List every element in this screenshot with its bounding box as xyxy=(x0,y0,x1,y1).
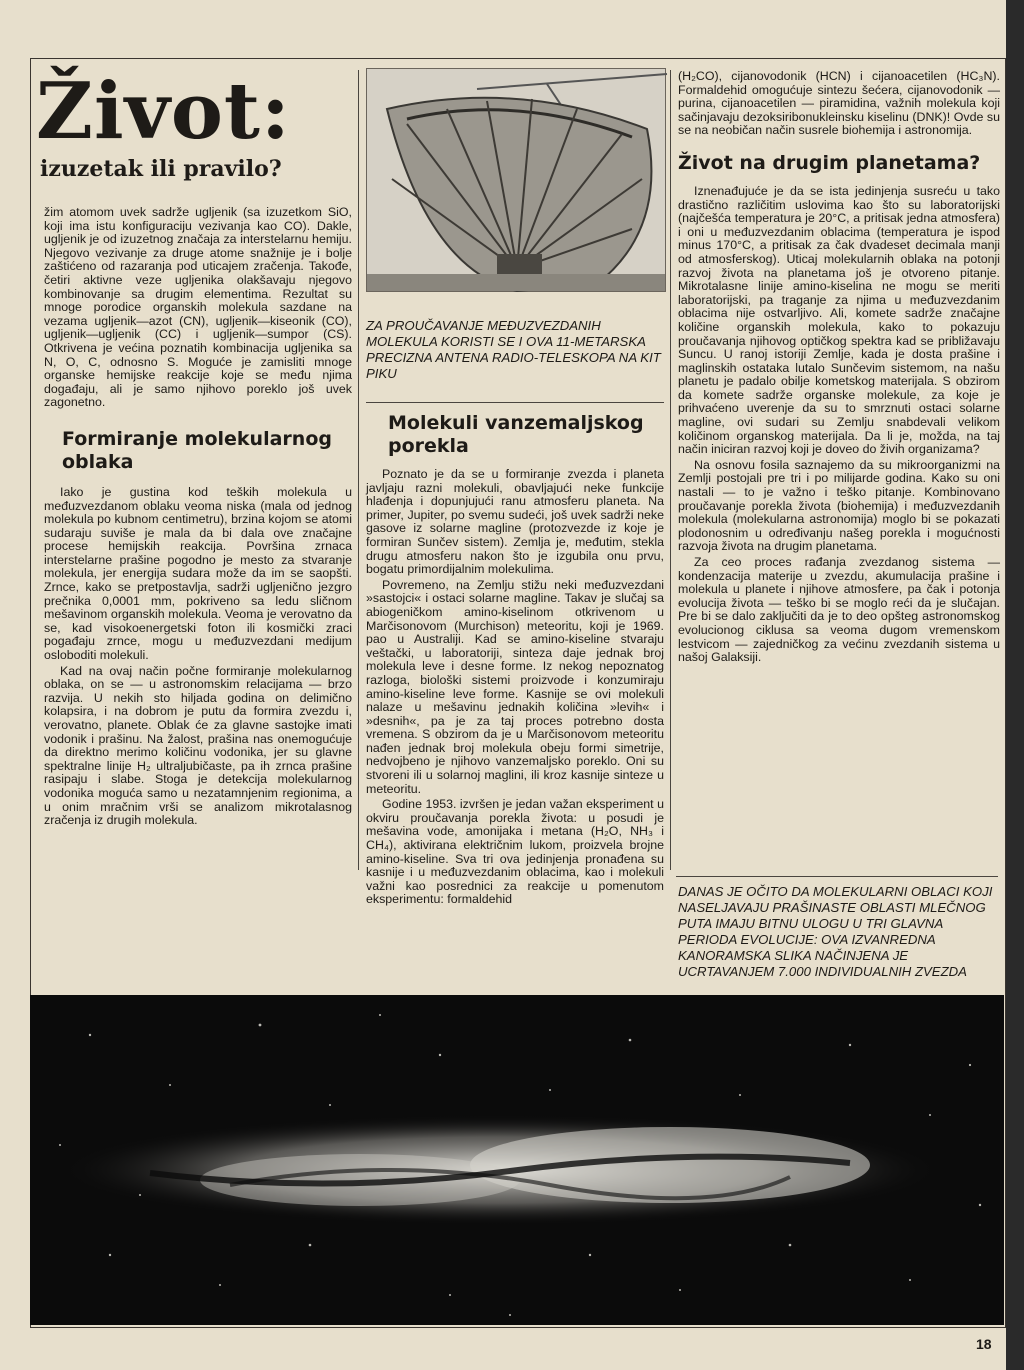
column-right xyxy=(678,70,1000,872)
body-paragraph: Iako je gustina kod teških molekula u međuzvezdanom oblaku veoma niska (mala od jednog molekula po kubnom centimetru), brzina kojom se atomi sudaraju suviše je mala da bi dala ove značajne procese hemijskih reakcija. Površina zrnaca interstelarne prašine pogodno je mesto za stvaranje molekula, jer energija sudara može da im se saopšti. Zrnce, kako se pretpostavlja, sadrži ugljenično jezgro prečnika 0,0001 mm, pokriveno sa ledu sličnom mešavinom organskih molekula. Veoma je verovatno da se, kad visokoenergetski foton ili kosmički zraci pogađaju zrnce, mogu u međuzvezdani medijum osloboditi molekuli. xyxy=(44,484,352,663)
section-heading-formiranje: Formiranje molekularnog oblaka xyxy=(62,427,332,473)
body-paragraph: (H₂CO), cijanovodonik (HCN) i cijanoacetilen (HC₃N). Formaldehid omogućuje sintezu šećera, cijanovodonik — purina, cijanoacetilen — piramidina, važnih molekula koji sačinjavaju dezoksiribonukleinsku kiselinu (DNK)! Ovde su se na neobičan način susrele biohemija i astronomija. xyxy=(678,69,1000,138)
body-paragraph: Poznato je da se u formiranje zvezda i planeta javljaju razni molekuli, obavljajući neke funkcije hlađenja i dopunjujući ranu atmosferu planeta. Na primer, Jupiter, po svemu sudeći, još uvek sadrži neke gasove iz solarne magline (protozvezde iz koje je formiran Sunčev sistem). Zemlja je, međutim, stekla drugu atmosferu nakon što je izgubila onu prvu, bogatu primordijalnim molekulima. xyxy=(366,467,664,577)
body-paragraph: Povremeno, na Zemlju stižu neki međuzvezdani »sastojci« i ostaci solarne magline. Takav je slučaj sa abiogeničkom amino-kiselinom otkrivenom u Marčisonovom (Murchison) meteoritu, koji je 1969. pao u Australiji. Kad se amino-kiseline stvaraju veštački, u laboratoriji, sinteza daje jednak broj molekula leve i desne forme. Iz nekog nepoznatog razloga, biološki sistemi proizvode i konzumiraju amino-kiseline leve forme. Kasnije se ovi molekuli nalaze u mešavinu jednakih količina »levih« i »desnih«, pa je za taj proces potrebno dosta vremena. S obzirom da je u Marčisonovom meteoritu nađen jednak broj molekula obeju formi simetrije, nedvojbeno je njihovo vanzemaljsko poreklo. Oni su stvoreni ili u solarnoj maglini, ili kroz kasnije sinteze u meteoritu. xyxy=(366,577,664,796)
photo-caption-galaxy: DANAS JE OČITO DA MOLEKULARNI OBLACI KOJI NASELJAVAJU PRAŠINASTE OBLASTI MLEČNOG PUTA IMAJU BITNU ULOGU U TRI GLAVNA PERIODA EVOLUCIJE: OVA IZVANREDNA KANORAMSKA SLIKA NAČINJENA JE UCRTAVANJEM 7.000 INDIVIDUALNIH ZVEZDA xyxy=(678,884,993,979)
section-rule-right xyxy=(676,876,998,877)
body-paragraph: Na osnovu fosila saznajemo da su mikroorganizmi na Zemlji postojali pre tri i po milijarde godina. Kako su oni nastali — to je važno i teško pitanje. Kombinovano proučavanje porekla života (biohemija) i međuzvezdanih molekula (molekularna astronomija) moglo bi se pokazati plodonosnim u određivanju našeg porekla i mogućnosti razvoja života na drugim planetama. xyxy=(678,457,1000,554)
body-paragraph: Iznenađujuće je da se ista jedinjenja susreću u tako drastično različitim uslovima kao što su laboratorijski (najčešća temperatura je 20°C, a pritisak jedna atmosfera) i oni u međuzvezdanim oblacima (temperatura je ispod minus 170°C, a pritisak za čak dvadeset decimala manji od atmosferskog). Uticaj molekularnih oblaka na potonji razvoj života na planetama još je otvoreno pitanje. Mikrotalasne linije amino-kiselina ne mogu se meriti laboratorijski, pa traganje za njima u međuzvezdanim oblacima nije ostvarljivo. Ali, komete sadrže značajne količine organskih molekula, kako to pokazuju proučavanja njihovog optičkog spektra kad se približavaju Suncu. U ranoj istoriji Zemlje, kada je dosta prašine i maglinskih ostataka lutalo Sunčevim sistemom, na našu planetu je padalo obilje kometskog materijala. S obzirom da komete sadrže organske molekule, za koje je prihvaćeno uverenje da su to smrznuti ostaci solarne magline, ovi sudari su Zemlju snabdevali velikom količinom organskog materijala. Da li je, možda, na taj način iniciran razvoj koji je doveo do živih organizama? xyxy=(678,183,1000,457)
column-divider-right xyxy=(670,70,671,870)
section-formiranje-body xyxy=(44,486,352,828)
article-subtitle: izuzetak ili pravilo? xyxy=(40,156,282,182)
photo-caption-telescope-box xyxy=(366,318,664,398)
milky-way-illustration xyxy=(30,995,1004,1325)
body-paragraph: Za ceo proces rađanja zvezdanog sistema — kondenzacija materije u zvezdu, akumulacija prašine i molekula u planete i njihove atmosfere, pa čak i potonja evolucija života — teško bi se moglo reći da je slučajan. Pre bi se dalo zaključiti da je to deo opšteg astronomskog evolucionog ciklusa sa veoma dugom vremenskom lestvicom — zajedničkog za većinu zvezdanih sistema u našoj Galaksiji. xyxy=(678,555,1000,665)
body-paragraph: Kad na ovaj način počne formiranje molekularnog oblaka, on se — u astronomskim relacijama — brzo razvija. U nekih sto hiljada godina on delimično kolapsira, i na dobrom je putu da formira zvezdu i, verovatno, planete. Oblak će za glavne sastojke imati vodonik i prašinu. Na žalost, prašina nas onemogućuje da direktno merimo količinu vodonika, jer su glavne spektralne linije H₂ ultraljubičaste, pa ih zrnca prašine rasipaju i slabe. Stoga je detekcija molekularnog vodonika moguća samo u nezatamnjenim regionima, a u onim mračnim vrši se analizom mikrotalasnog zračenja iz drugih molekula. xyxy=(44,663,352,828)
section-zivot-body xyxy=(678,185,1000,665)
page-number: 18 xyxy=(976,1336,992,1352)
column-divider-left xyxy=(358,70,359,870)
section-molekuli-body xyxy=(366,468,664,907)
page-edge-shadow xyxy=(1006,0,1024,1370)
radio-telescope-illustration xyxy=(367,69,665,291)
photo-caption-telescope: ZA PROUČAVANJE MEĐUZVEZDANIH MOLEKULA KORISTI SE I OVA 11-METARSKA PRECIZNA ANTENA RADIO-TELESKOPA NA KIT PIKU xyxy=(366,318,661,381)
radio-telescope-photo xyxy=(366,68,666,292)
photo-caption-galaxy-box xyxy=(678,884,998,988)
col3-continuation xyxy=(678,70,1000,138)
column-left xyxy=(36,66,352,870)
intro-text xyxy=(44,206,352,410)
section-heading-zivot: Život na drugim planetama? xyxy=(678,151,981,174)
section-heading-molekuli: Molekuli vanzemaljskog porekla xyxy=(388,412,644,457)
body-paragraph: Godine 1953. izvršen je jedan važan eksperiment u okviru proučavanja porekla života: u posudi je mešavina vode, amonijaka i metana (H₂O, NH₃ i CH₄), aktivirana električnim lukom, proizvela brojne amino-kiseline. Sva tri ova jedinjenja pronađena su kasnije i u međuzvezdanim oblacima, kao i molekuli važni kao posrednici za reakcije u pomenutom eksperimentu: formaldehid xyxy=(366,797,664,907)
column-middle xyxy=(366,412,664,907)
intro-paragraph: žim atomom uvek sadrže ugljenik (sa izuzetkom SiO, koji ima istu konfiguraciju vezivanja kao CO). Dakle, ugljenik je od izuzetnog značaja za interstelarnu hemiju. Njegovo vezivanje za druge atome snažnije je i bolje zaštićeno od razaranja pod uticajem zračenja. Takođe, četiri aktivne veze ugljenika olakšavaju njegovo kombinovanje sa drugim elementima. Rezultat su mnoge porodice organskih molekula sazdane na vezama ugljenik—azot (CN), ugljenik—kiseonik (CO), ugljenik—ugljenik (CC) i ugljenik—sumpor (CS). Otkrivena je većina poznatih kombinacija ugljenika sa N, O, C, odnosno S. Moguće je zamisliti mnoge organske hemijske reakcije koje se među njima događaju, ali je samo njihovo poreklo još uvek zagonetno. xyxy=(44,205,352,410)
section-rule-middle xyxy=(366,402,664,403)
article-title: Život: xyxy=(36,66,291,157)
milky-way-panorama-photo xyxy=(30,995,1004,1325)
